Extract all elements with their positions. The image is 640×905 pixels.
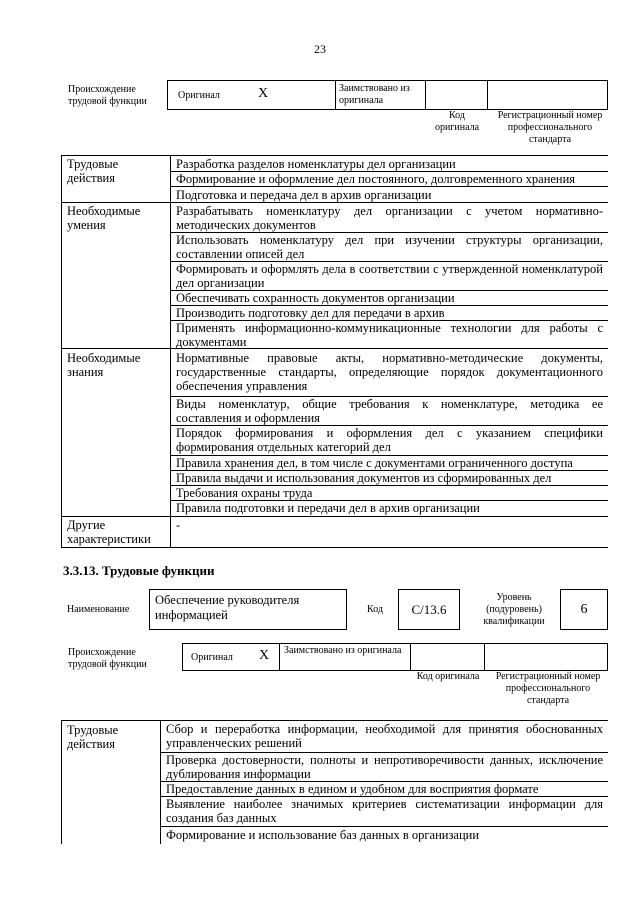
knowledge-item: Виды номенклатур, общие требования к номенклатуре, методика ее составления и оформления: [176, 397, 603, 425]
skills-label: Необходимые умения: [67, 204, 141, 232]
knowledge-item: Правила подготовки и передачи дел в архив организации: [176, 501, 480, 515]
original-label: Оригинал: [191, 652, 233, 663]
borrowed-label: Заимствовано из оригинала: [339, 83, 410, 106]
skill-item: Формировать и оформлять дела в соответствии с утвержденной номенклатурой дел организации: [176, 262, 603, 290]
knowledge-item: Нормативные правовые акты, нормативно-методические документы, государственные стандарты, определяющие порядок документационного обеспечения управления: [176, 351, 603, 393]
knowledge-label: Необходимые знания: [67, 351, 141, 379]
labor-action-item: Проверка достоверности, полноты и непротиворечивости данных, исключение дублирования информации: [166, 753, 603, 781]
knowledge-item: Правила выдачи и использования документов из сформированных дел: [176, 471, 552, 485]
borrowed-label: Заимствовано из оригинала: [284, 645, 402, 656]
knowledge-item: Требования охраны труда: [176, 486, 313, 500]
skill-item: Использовать номенклатуру дел при изучении структуры организации, составлении описей дел: [176, 233, 603, 261]
reg-number-label: Регистрационный номер профессионального стандарта: [495, 671, 601, 706]
section-heading: 3.3.13. Трудовые функции: [63, 563, 215, 578]
code-original-label: Код оригинала: [434, 110, 480, 133]
labor-action-item: Предоставление данных в едином и удобном для восприятия формате: [166, 782, 539, 796]
skill-item: Разрабатывать номенклатуру дел организации с учетом нормативно-методических документов: [176, 204, 603, 232]
code-original-label: Код оригинала: [416, 671, 480, 682]
original-label: Оригинал: [178, 90, 220, 101]
skill-item: Производить подготовку дел для передачи в архив: [176, 306, 445, 320]
labor-actions-label: Трудовые действия: [67, 157, 119, 185]
labor-action-item: Сбор и переработка информации, необходимой для принятия обоснованных управленческих решений: [166, 722, 603, 750]
knowledge-item: Порядок формирования и оформления дел с указанием специфики формирования отдельных категорий дел: [176, 426, 603, 454]
reg-number-label: Регистрационный номер профессионального стандарта: [497, 110, 603, 145]
code-value: C/13.6: [411, 602, 447, 617]
labor-action-item: Подготовка и передача дел в архив организации: [176, 188, 432, 202]
other-value: -: [176, 518, 181, 532]
name-value: Обеспечение руководителя информацией: [155, 593, 300, 622]
labor-action-item: Формирование и использование баз данных в организации: [166, 828, 480, 842]
page-number: 23: [314, 42, 326, 56]
code-label: Код: [367, 604, 383, 615]
labor-action-item: Разработка разделов номенклатуры дел организации: [176, 157, 456, 171]
original-mark: X: [259, 648, 270, 663]
knowledge-item: Правила хранения дел, в том числе с документами ограниченного доступа: [176, 456, 573, 470]
name-label: Наименование: [67, 604, 130, 615]
skill-item: Применять информационно-коммуникационные технологии для работы с документами: [176, 321, 603, 349]
original-mark: X: [258, 86, 269, 101]
level-value: 6: [580, 602, 588, 617]
skill-item: Обеспечивать сохранность документов организации: [176, 291, 455, 305]
labor-actions-label: Трудовые действия: [67, 723, 119, 751]
level-label: Уровень (подуровень) квалификации: [483, 592, 545, 627]
other-label: Другие характеристики: [67, 518, 151, 546]
origin-label: Происхождение трудовой функции: [68, 84, 147, 107]
origin-label: Происхождение трудовой функции: [68, 647, 147, 670]
labor-action-item: Формирование и оформление дел постоянного, долговременного хранения: [176, 172, 576, 186]
labor-action-item: Выявление наиболее значимых критериев систематизации информации для создания баз данных: [166, 797, 603, 825]
